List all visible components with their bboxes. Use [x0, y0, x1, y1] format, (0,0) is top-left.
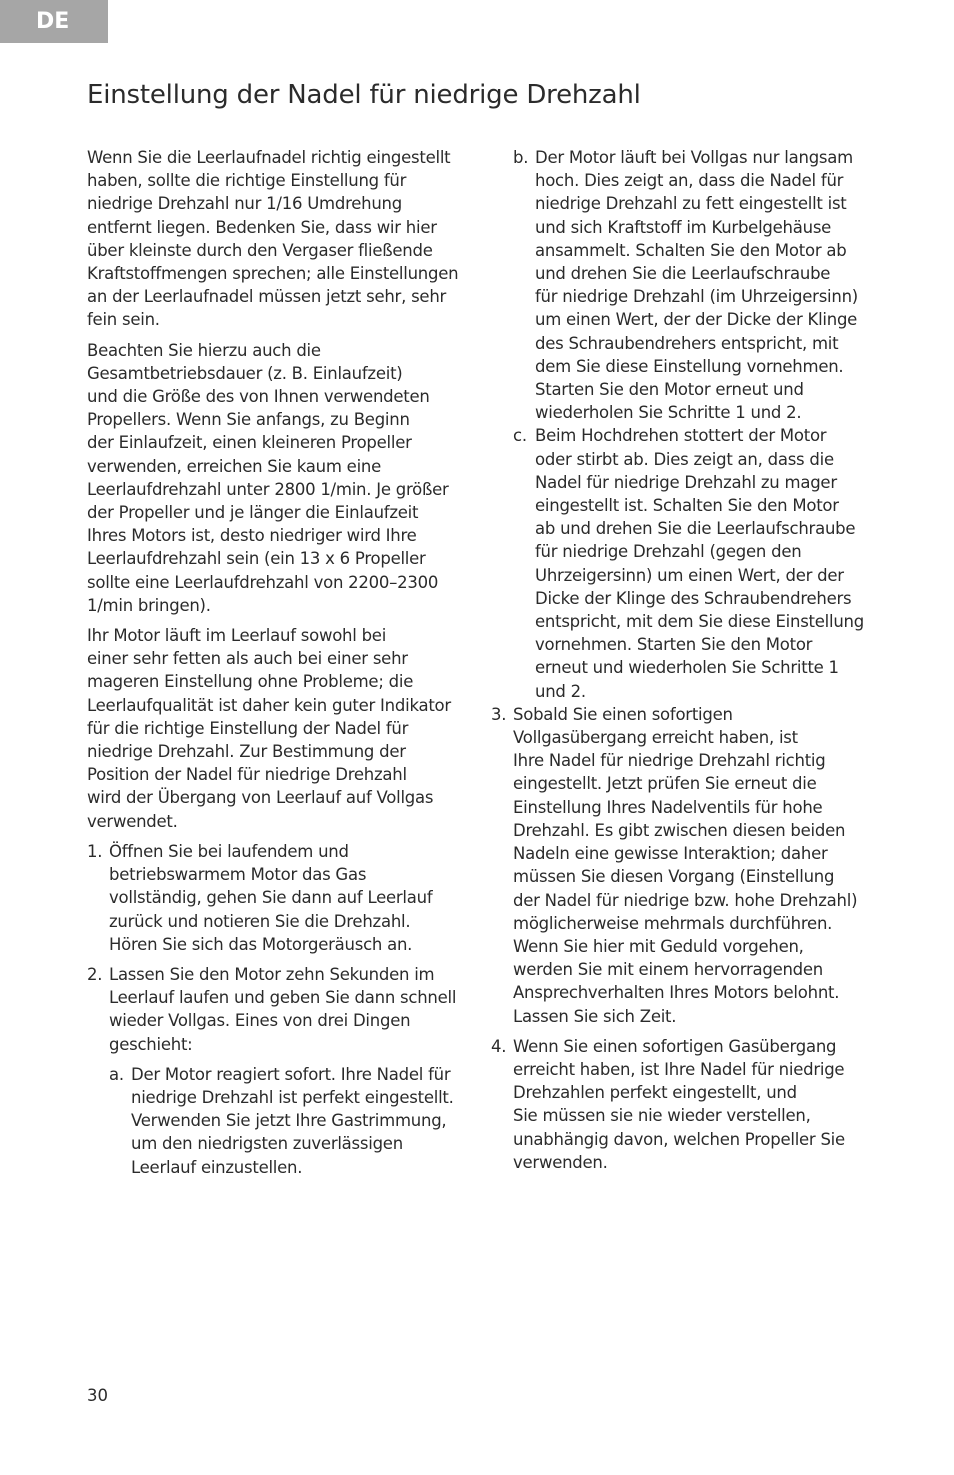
text-line: niedrige Drehzahl ist perfekt eingestellt. [131, 1087, 454, 1107]
intro-paragraph [87, 146, 472, 332]
text-line: der Propeller und je länger die Einlaufzeit [87, 503, 419, 523]
text-line: Leerlauf laufen und geben Sie dann schnell [109, 988, 457, 1008]
text-line: verwenden, erreichen Sie kaum eine [87, 456, 382, 476]
substep-c [513, 424, 876, 702]
text-line: der Einlaufzeit, einen kleineren Propeller [87, 433, 412, 453]
text-line: möglicherweise mehrmals durchführen. [513, 913, 833, 933]
step-number: 4. [491, 1036, 507, 1056]
text-line: Wenn Sie die Leerlaufnadel richtig eingestellt [87, 148, 451, 167]
text-line: Kraftstoffmengen sprechen; alle Einstellungen [87, 264, 459, 284]
text-line: einer sehr fetten als auch bei einer sehr [87, 649, 408, 669]
text-line: und drehen Sie die Leerlaufschraube [535, 264, 831, 284]
text-line: Leerlaufdrehzahl unter 2800 1/min. Je größer [87, 479, 449, 499]
text-line: Gesamtbetriebsdauer (z. B. Einlaufzeit) [87, 363, 403, 383]
runtime-paragraph [87, 339, 472, 617]
text-line: wieder Vollgas. Eines von drei Dingen [109, 1011, 411, 1031]
text-line: Nadel für niedrige Drehzahl zu mager [535, 472, 837, 492]
text-line: eingestellt ist. Schalten Sie den Motor [535, 496, 839, 516]
text-line: Leerlaufqualität ist daher kein guter Indikator [87, 695, 451, 715]
text-line: für die richtige Einstellung der Nadel für [87, 718, 409, 738]
text-line: Drehzahl. Es gibt zwischen diesen beiden [513, 820, 846, 840]
text-line: eingestellt. Jetzt prüfen Sie erneut die [513, 774, 817, 794]
text-line: Verwenden Sie jetzt Ihre Gastrimmung, [131, 1111, 447, 1131]
text-line: Sobald Sie einen sofortigen [513, 704, 733, 724]
text-line: Vollgasübergang erreicht haben, ist [513, 728, 798, 748]
text-line: oder stirbt ab. Dies zeigt an, dass die [535, 449, 834, 469]
text-line: Propellers. Wenn Sie anfangs, zu Beginn [87, 410, 410, 430]
left-column [87, 146, 472, 1186]
text-line: um einen Wert, der der Dicke der Klinge [535, 310, 858, 330]
step-number: 1. [87, 841, 103, 861]
text-line: entspricht, mit dem Sie diese Einstellung [535, 612, 864, 632]
text-line: Wenn Sie hier mit Geduld vorgehen, [513, 936, 804, 956]
text-line: ansammelt. Schalten Sie den Motor ab [535, 240, 847, 260]
text-line: Ihr Motor läuft im Leerlauf sowohl bei [87, 626, 387, 646]
text-line: und die Größe des von Ihnen verwendeten [87, 387, 430, 407]
text-line: Nadeln eine gewisse Interaktion; daher [513, 844, 828, 864]
text-line: Der Motor reagiert sofort. Ihre Nadel für [131, 1064, 451, 1084]
text-line: Sie müssen sie nie wieder verstellen, [513, 1106, 811, 1126]
page-title: Einstellung der Nadel für niedrige Drehzahl [87, 80, 641, 110]
step-1 [87, 840, 472, 956]
substep-a [109, 1063, 472, 1179]
text-line: erneut und wiederholen Sie Schritte 1 [535, 658, 839, 678]
text-line: 1/min bringen). [87, 595, 211, 615]
text-line: verwenden. [513, 1152, 608, 1172]
substep-b [513, 146, 876, 424]
text-line: vornehmen. Starten Sie den Motor [535, 635, 813, 655]
text-line: Der Motor läuft bei Vollgas nur langsam [535, 148, 853, 167]
text-line: Wenn Sie einen sofortigen Gasübergang [513, 1036, 837, 1056]
text-line: Lassen Sie den Motor zehn Sekunden im [109, 964, 435, 984]
text-line: hoch. Dies zeigt an, dass die Nadel für [535, 171, 844, 191]
text-line: niedrige Drehzahl. Zur Bestimmung der [87, 742, 406, 762]
text-line: haben, sollte die richtige Einstellung für [87, 171, 407, 191]
text-line: der Nadel für niedrige bzw. hohe Drehzahl) [513, 890, 858, 910]
substep-letter: a. [109, 1064, 124, 1084]
text-line: Lassen Sie sich Zeit. [513, 1006, 677, 1026]
language-tab: DE [0, 0, 108, 43]
text-line: Drehzahlen perfekt eingestellt, und [513, 1083, 797, 1103]
text-line: fein sein. [87, 310, 160, 330]
text-line: sollte eine Leerlaufdrehzahl von 2200–2300 [87, 572, 439, 592]
substep-letter: c. [513, 426, 527, 446]
text-line: müssen Sie diesen Vorgang (Einstellung [513, 867, 835, 887]
text-line: Ihre Nadel für niedrige Drehzahl richtig [513, 751, 826, 771]
text-line: für niedrige Drehzahl (im Uhrzeigersinn) [535, 287, 858, 307]
text-line: Dicke der Klinge des Schraubendrehers [535, 588, 852, 608]
text-line: Starten Sie den Motor erneut und [535, 380, 804, 400]
text-line: betriebswarmem Motor das Gas [109, 865, 367, 885]
step-number: 3. [491, 704, 507, 724]
text-line: über kleinste durch den Vergaser fließende [87, 240, 433, 260]
text-line: niedrige Drehzahl zu fett eingestellt ist [535, 194, 847, 214]
text-line: werden Sie mit einem hervorragenden [513, 960, 824, 980]
text-line: Ihres Motors ist, desto niedriger wird Ihre [87, 526, 417, 546]
text-line: verwendet. [87, 811, 178, 831]
text-line: Hören Sie sich das Motorgeräusch an. [109, 934, 413, 954]
text-line: Ansprechverhalten Ihres Motors belohnt. [513, 983, 840, 1003]
step-number: 2. [87, 964, 103, 984]
text-line: des Schraubendrehers entspricht, mit [535, 333, 839, 353]
text-line: Uhrzeigersinn) um einen Wert, der der [535, 565, 844, 585]
text-line: um den niedrigsten zuverlässigen [131, 1134, 403, 1154]
text-line: mageren Einstellung ohne Probleme; die [87, 672, 414, 692]
text-line: wird der Übergang von Leerlauf auf Vollgas [87, 788, 434, 808]
text-line: wiederholen Sie Schritte 1 und 2. [535, 403, 802, 423]
text-line: entfernt liegen. Bedenken Sie, dass wir hier [87, 217, 437, 237]
text-line: Einstellung Ihres Nadelventils für hohe [513, 797, 823, 817]
step-4 [491, 1035, 876, 1174]
step-3 [491, 703, 876, 1028]
text-line: und sich Kraftstoff im Kurbelgehäuse [535, 217, 832, 237]
text-line: ab und drehen Sie die Leerlaufschraube [535, 519, 856, 539]
text-line: Beachten Sie hierzu auch die [87, 340, 321, 360]
text-line: an der Leerlaufnadel müssen jetzt sehr, sehr [87, 287, 447, 307]
text-line: vollständig, gehen Sie dann auf Leerlauf [109, 888, 433, 908]
idle-quality-paragraph [87, 624, 472, 833]
text-line: geschieht: [109, 1034, 193, 1054]
text-line: für niedrige Drehzahl (gegen den [535, 542, 802, 562]
text-line: erreicht haben, ist Ihre Nadel für niedrige [513, 1059, 845, 1079]
step-2 [87, 963, 472, 1056]
text-line: dem Sie diese Einstellung vornehmen. [535, 356, 844, 376]
text-line: niedrige Drehzahl nur 1/16 Umdrehung [87, 194, 402, 214]
text-line: Position der Nadel für niedrige Drehzahl [87, 765, 407, 785]
text-line: Leerlaufdrehzahl sein (ein 13 x 6 Propeller [87, 549, 426, 569]
text-line: Beim Hochdrehen stottert der Motor [535, 426, 827, 446]
substep-letter: b. [513, 148, 529, 167]
text-line: zurück und notieren Sie die Drehzahl. [109, 911, 411, 931]
page-number: 30 [87, 1386, 108, 1405]
text-line: unabhängig davon, welchen Propeller Sie [513, 1129, 845, 1149]
right-column [491, 146, 876, 1181]
text-line: Öffnen Sie bei laufendem und [109, 841, 349, 861]
text-line: und 2. [535, 681, 586, 701]
text-line: Leerlauf einzustellen. [131, 1157, 303, 1177]
